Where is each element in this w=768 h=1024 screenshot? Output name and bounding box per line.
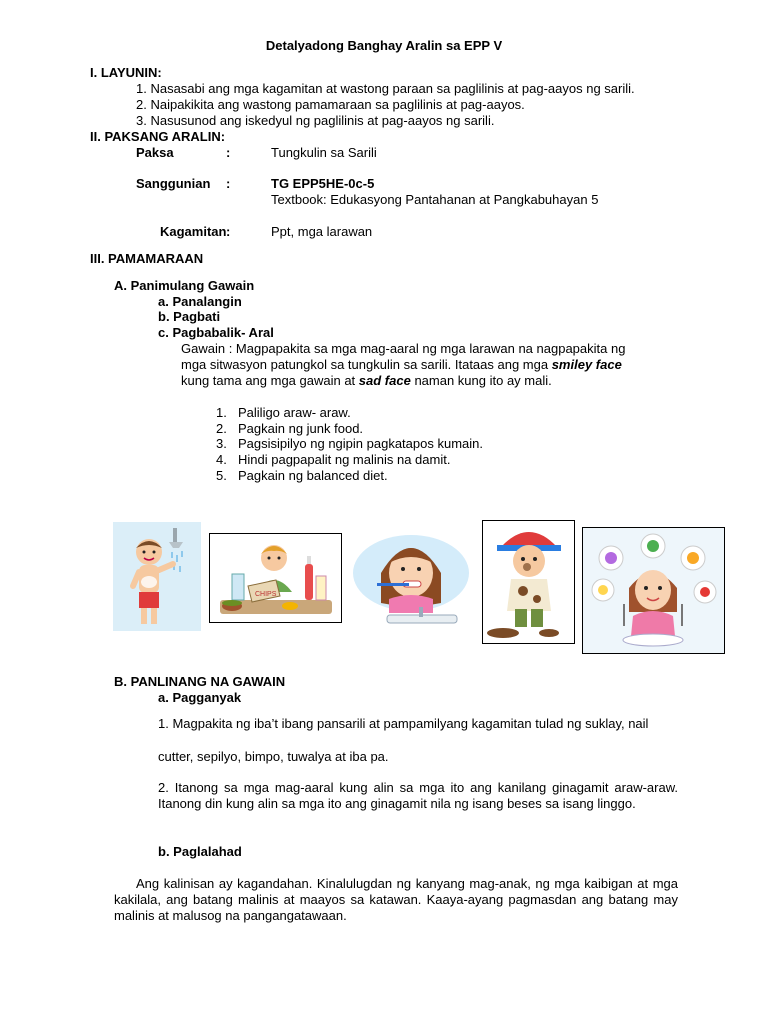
pagganyak-item-2: 2. Itanong sa mga mag-aaral kung alin sa mga ito ang kanilang ginagamit araw-araw. Itanong din kung alin sa mga ito ang ginagamit nila ng isang beses sa isang linggo. [158,780,678,811]
toothbrushing-girl-image [349,533,472,631]
layunin-item-2: 2. Naipakikita ang wastong pamamaraan sa paglilinis at pag-aayos. [136,97,525,112]
list-item [216,405,227,421]
kagamitan-colon: : [226,224,231,239]
paglalahad-heading: b. Paglalahad [158,844,242,859]
gawain-line-3-text: kung tama ang mga gawain at [181,373,359,388]
paglalahad-paragraph: Ang kalinisan ay kagandahan. Kinalulugdan ng kanyang mag-anak, ng mga kaibigan at mga kakilala, ang batang malinis at maayos sa katawan. Kaaya-ayang pagmasdan ang batang may malinis at malusog na pangangatawaan. [114,876,678,923]
gawain-line-2-text: mga sitwasyon patungkol sa tungkulin sa sarili. Itataas ang mga [181,357,552,372]
paksa-colon: : [226,145,231,160]
list-item-text: Paliligo araw- araw. [238,405,351,420]
panalangin-item: a. Panalangin [158,294,242,309]
list-number: 3. [216,436,227,451]
list-item [216,421,227,437]
layunin-item-1: 1. Nasasabi ang mga kagamitan at wastong paraan sa paglilinis at pag-aayos ng sarili. [136,81,635,96]
paksa-label: Paksa [136,145,174,160]
list-number: 2. [216,421,227,436]
smiley-face-emphasis: smiley face [551,357,622,372]
gawain-line-2 [181,357,622,373]
paksa-value: Tungkulin sa Sarili [271,145,377,160]
pagganyak-item-1-continued: cutter, sepilyo, bimpo, tuwalya at iba pa. [158,749,389,764]
chips-bag-label: CHIPS [255,591,277,598]
list-item [216,468,227,484]
kagamitan-value: Ppt, mga larawan [271,224,373,239]
gawain-line-1: Gawain : Magpapakita sa mga mag-aaral ng mga larawan na nagpapakita ng [181,341,626,356]
list-number: 4. [216,452,227,467]
gawain-line-3 [181,373,552,389]
pagbabalik-aral-item: c. Pagbabalik- Aral [158,325,274,340]
pagbati-item: b. Pagbati [158,309,221,324]
balanced-diet-girl-image [582,527,725,654]
sad-face-emphasis: sad face [358,373,411,388]
list-number: 5. [216,468,227,483]
dirty-clothes-boy-image [482,520,575,644]
sanggunian-textbook: Textbook: Edukasyong Pantahanan at Pangkabuhayan 5 [271,192,599,207]
sanggunian-colon: : [226,176,231,191]
list-item [216,436,227,452]
list-number: 1. [216,405,227,420]
paksang-aralin-heading: II. PAKSANG ARALIN: [90,129,226,144]
layunin-item-3: 3. Nasusunod ang iskedyul ng paglilinis at pag-aayos ng sarili. [136,113,495,128]
gawain-line-3-end: naman kung ito ay mali. [410,373,552,388]
showering-boy-image [113,522,201,631]
list-item [216,452,227,468]
document-title: Detalyadong Banghay Aralin sa EPP V [265,38,503,53]
sanggunian-label: Sanggunian [136,176,211,191]
list-item-text: Pagkain ng balanced diet. [238,468,388,483]
layunin-heading: I. LAYUNIN: [90,65,162,80]
list-item-text: Pagkain ng junk food. [238,421,364,436]
list-item-text: Pagsisipilyo ng ngipin pagkatapos kumain. [238,436,483,451]
pagganyak-heading: a. Pagganyak [158,690,242,705]
list-item-text: Hindi pagpapalit ng malinis na damit. [238,452,451,467]
pamamaraan-heading: III. PAMAMARAAN [90,251,204,266]
pagganyak-item-1: 1. Magpakita ng iba’t ibang pansarili at pampamilyang kagamitan tulad ng suklay, nail [158,716,649,731]
junk-food-image [209,533,342,623]
kagamitan-label: Kagamitan [160,224,227,239]
sanggunian-value: TG EPP5HE-0c-5 [271,176,375,191]
panlinang-heading: B. PANLINANG NA GAWAIN [114,674,286,689]
panimulang-gawain-heading: A. Panimulang Gawain [114,278,255,293]
